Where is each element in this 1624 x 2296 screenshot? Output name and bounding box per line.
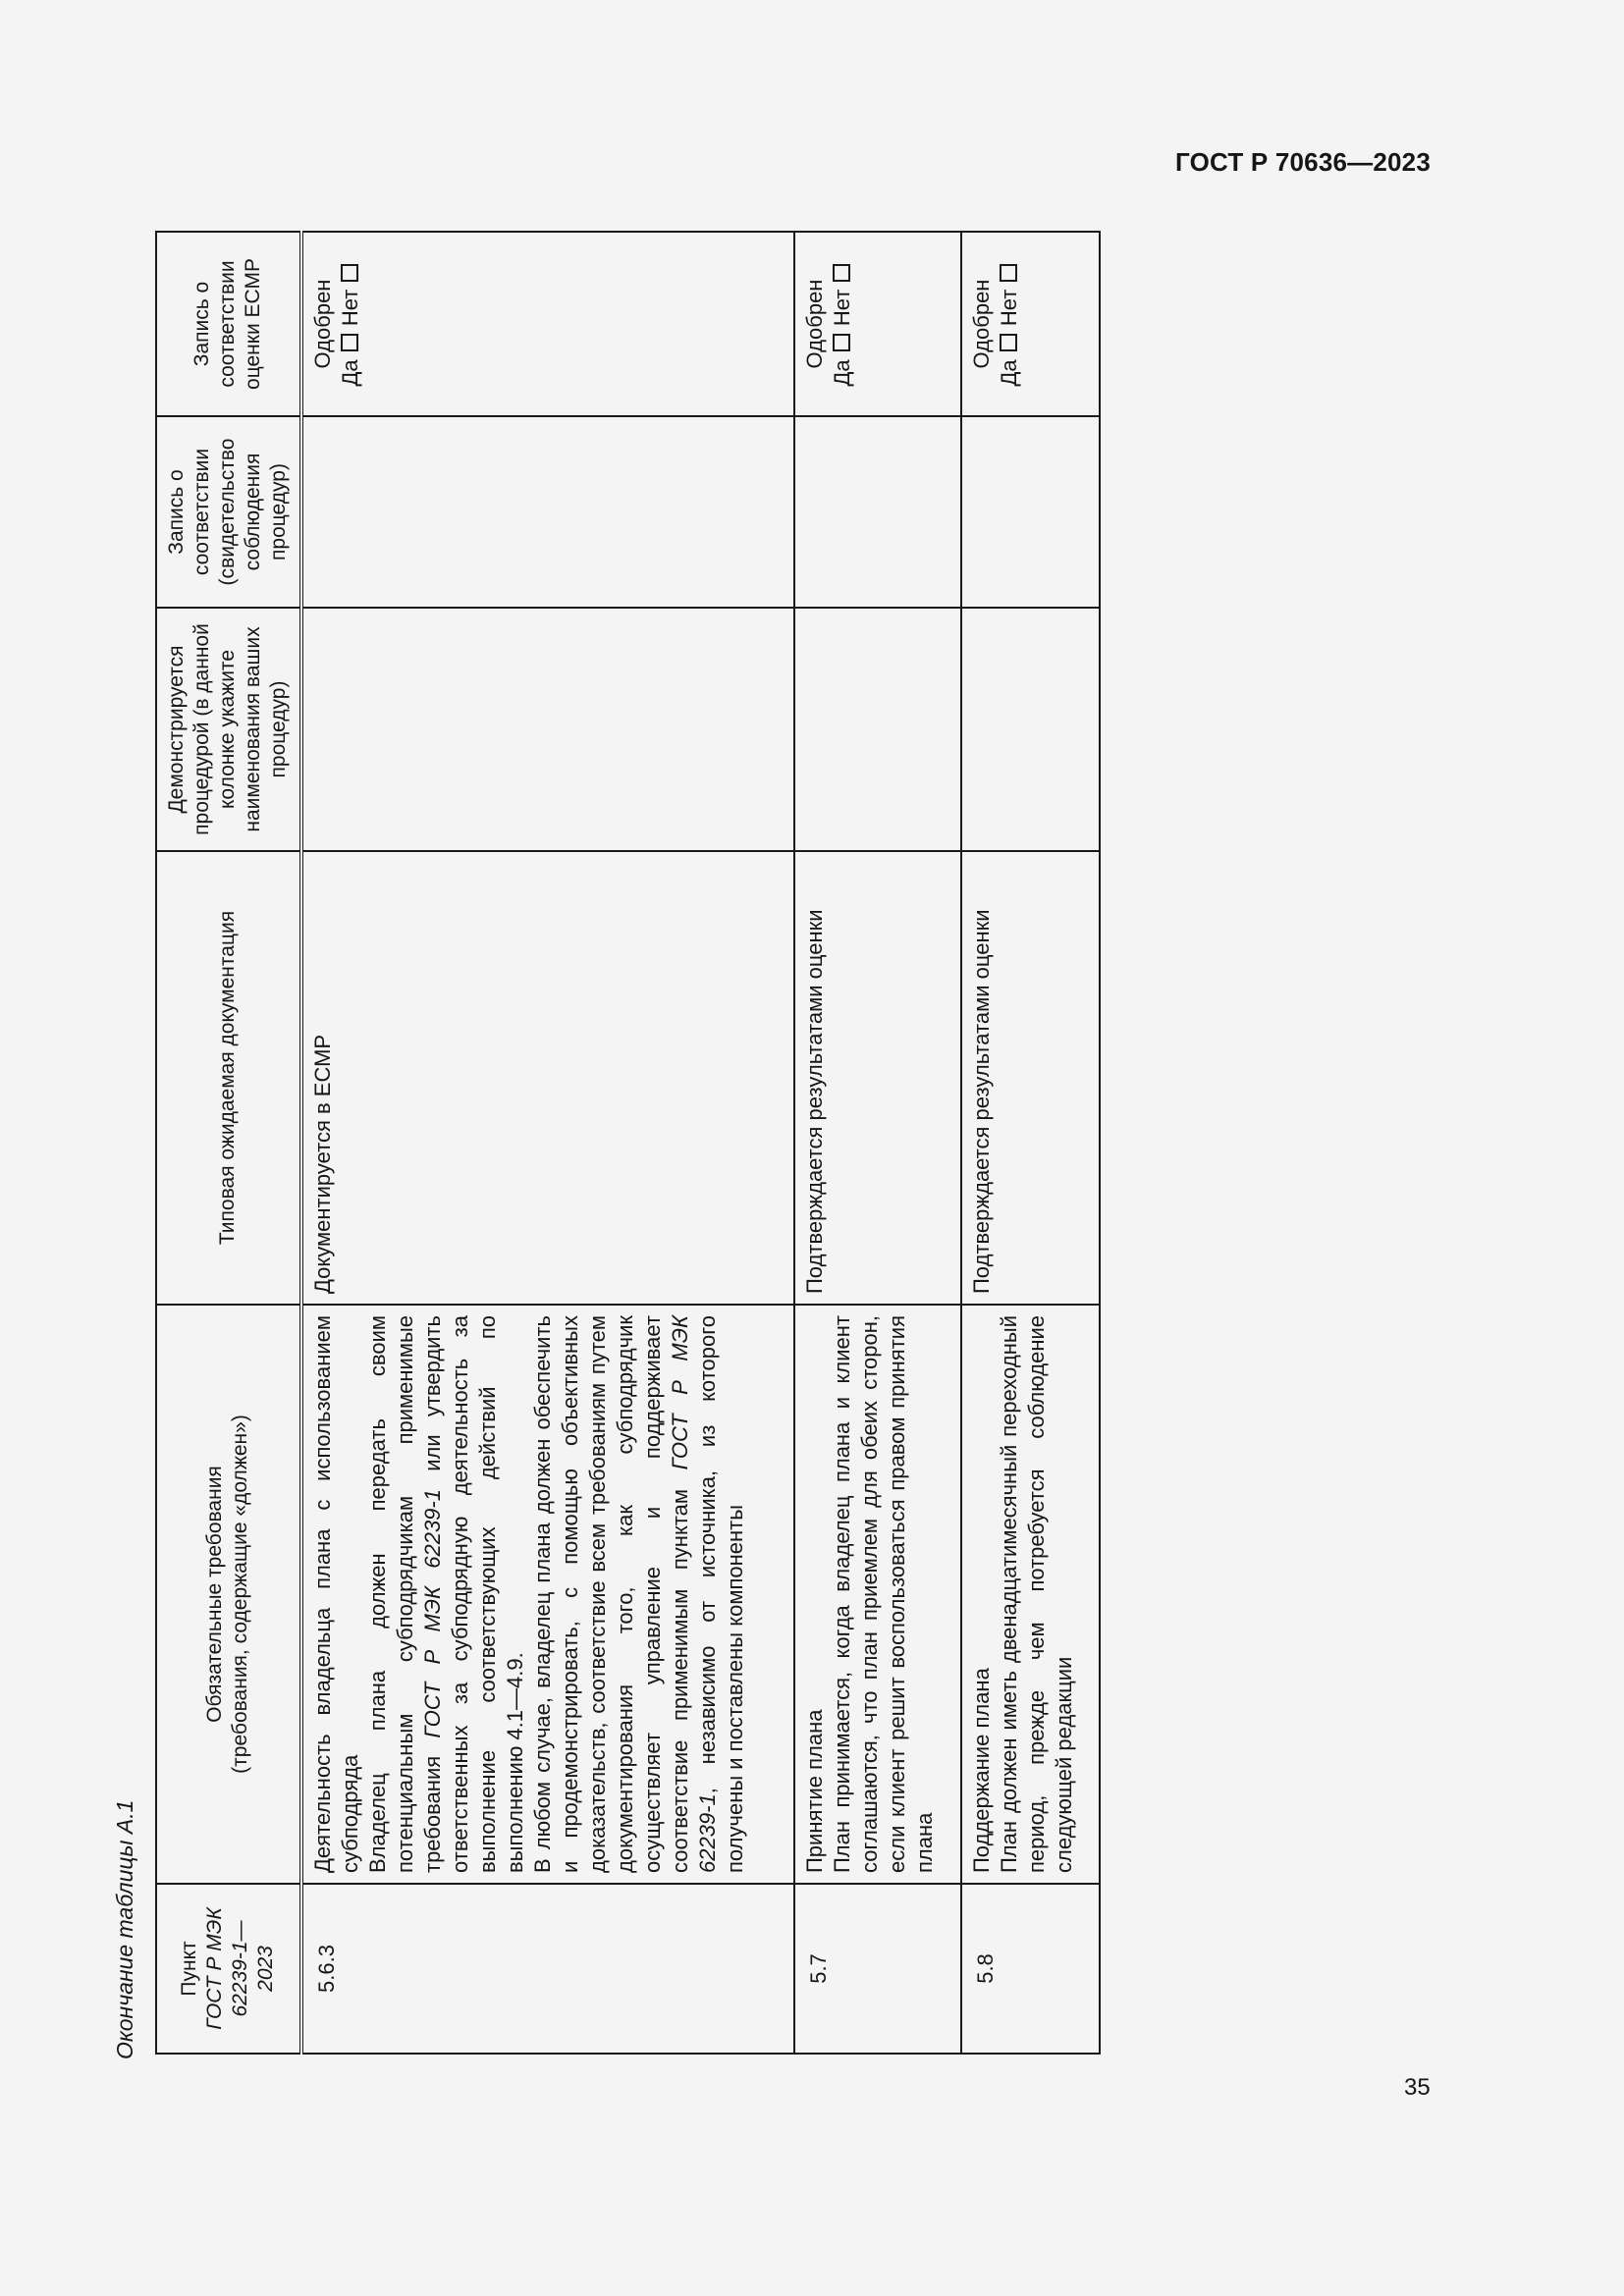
requirement-cell bbox=[301, 1305, 794, 1884]
compliance-cell[interactable] bbox=[301, 416, 794, 608]
table-header-row bbox=[156, 232, 301, 2054]
clause-cell: 5.8 bbox=[961, 1884, 1100, 2054]
page-number: 35 bbox=[1404, 2074, 1431, 2101]
yes-label: Да bbox=[337, 359, 362, 387]
documentation-cell: Подтверждается результатами оценки bbox=[961, 851, 1100, 1305]
documentation-cell: Подтверждается результатами оценки bbox=[794, 851, 962, 1305]
table-row bbox=[961, 232, 1100, 2054]
requirement-cell bbox=[961, 1305, 1100, 1884]
no-checkbox[interactable] bbox=[1000, 264, 1017, 282]
requirement-cell bbox=[794, 1305, 962, 1884]
yes-label: Да bbox=[829, 359, 854, 387]
approved-label: Одобрен bbox=[309, 279, 335, 369]
yes-no-choice bbox=[996, 242, 1023, 405]
col-procedure-header: Демонстрируется процедурой (в данной колонке укажите наименования ваших процедур) bbox=[156, 608, 301, 851]
no-label: Нет bbox=[337, 289, 362, 327]
document-code: ГОСТ Р 70636—2023 bbox=[1175, 147, 1431, 177]
requirements-table bbox=[155, 231, 1101, 2055]
col-ecmp-header: Запись о соответствии оценки ЕСМР bbox=[156, 232, 301, 416]
approved-label: Одобрен bbox=[801, 279, 827, 369]
procedure-cell[interactable] bbox=[794, 608, 962, 851]
compliance-cell[interactable] bbox=[961, 416, 1100, 608]
documentation-cell: Документируется в ЕСМР bbox=[301, 851, 794, 1305]
approval-cell bbox=[961, 232, 1100, 416]
requirement-title: Деятельность владельца плана с использованием субподряда bbox=[309, 1315, 362, 1873]
procedure-cell[interactable] bbox=[301, 608, 794, 851]
yes-checkbox[interactable] bbox=[1000, 334, 1017, 351]
approval-cell bbox=[794, 232, 962, 416]
yes-checkbox[interactable] bbox=[341, 334, 358, 351]
clause-cell: 5.7 bbox=[794, 1884, 962, 2054]
requirement-title: Принятие плана bbox=[801, 1709, 827, 1873]
requirement-paragraph: В любом случае, владелец плана должен обеспечить и продемонстрировать, с помощью объективных доказательств, соответствие всем требованиям путем документирования того, как субподрядчик осуществляет управление и поддерживает соответствие применимым пунктам ГОСТ Р МЭК 62239-1, независимо от источника, из которого получены и поставлены компоненты bbox=[529, 1315, 747, 1873]
yes-no-choice bbox=[337, 242, 364, 405]
no-checkbox[interactable] bbox=[341, 264, 358, 282]
approved-label: Одобрен bbox=[969, 279, 995, 369]
requirement-title: Поддержание плана bbox=[969, 1668, 995, 1873]
col-compliance-header: Запись о соответствии (свидетельство соблюдения процедур) bbox=[156, 416, 301, 608]
table-row bbox=[794, 232, 962, 2054]
requirement-paragraph: План должен иметь двенадцатимесячный переходный период, прежде чем потребуется соблюдение следующей редакции bbox=[997, 1315, 1077, 1873]
table-caption: Окончание таблицы А.1 bbox=[112, 1799, 137, 2059]
no-label: Нет bbox=[997, 289, 1022, 327]
clause-cell: 5.6.3 bbox=[301, 1884, 794, 2054]
no-checkbox[interactable] bbox=[833, 264, 850, 282]
yes-no-choice bbox=[829, 242, 856, 405]
rotated-table-block bbox=[112, 194, 1077, 2059]
col-clause-header: Пункт ГОСТ Р МЭК 62239-1— 2023 bbox=[156, 1884, 301, 2054]
approval-cell bbox=[301, 232, 794, 416]
table-row bbox=[301, 232, 794, 2054]
yes-label: Да bbox=[997, 359, 1022, 387]
col-requirements-header: Обязательные требования (требования, содержащие «должен») bbox=[156, 1305, 301, 1884]
requirement-paragraph: План принимается, когда владелец плана и клиент соглашаются, что план приемлем для обеих сторон, если клиент решит воспользоваться правом принятия плана bbox=[829, 1315, 937, 1873]
no-label: Нет bbox=[829, 289, 854, 327]
requirement-paragraph: Владелец плана должен передать своим потенциальным субподрядчикам применимые требования ГОСТ Р МЭК 62239-1 или утвердить ответственных за субподрядную деятельность за выполнение соответствующих действий по выполнению 4.1—4.9. bbox=[364, 1315, 527, 1873]
compliance-cell[interactable] bbox=[794, 416, 962, 608]
yes-checkbox[interactable] bbox=[833, 334, 850, 351]
col-documentation-header: Типовая ожидаемая документация bbox=[156, 851, 301, 1305]
procedure-cell[interactable] bbox=[961, 608, 1100, 851]
